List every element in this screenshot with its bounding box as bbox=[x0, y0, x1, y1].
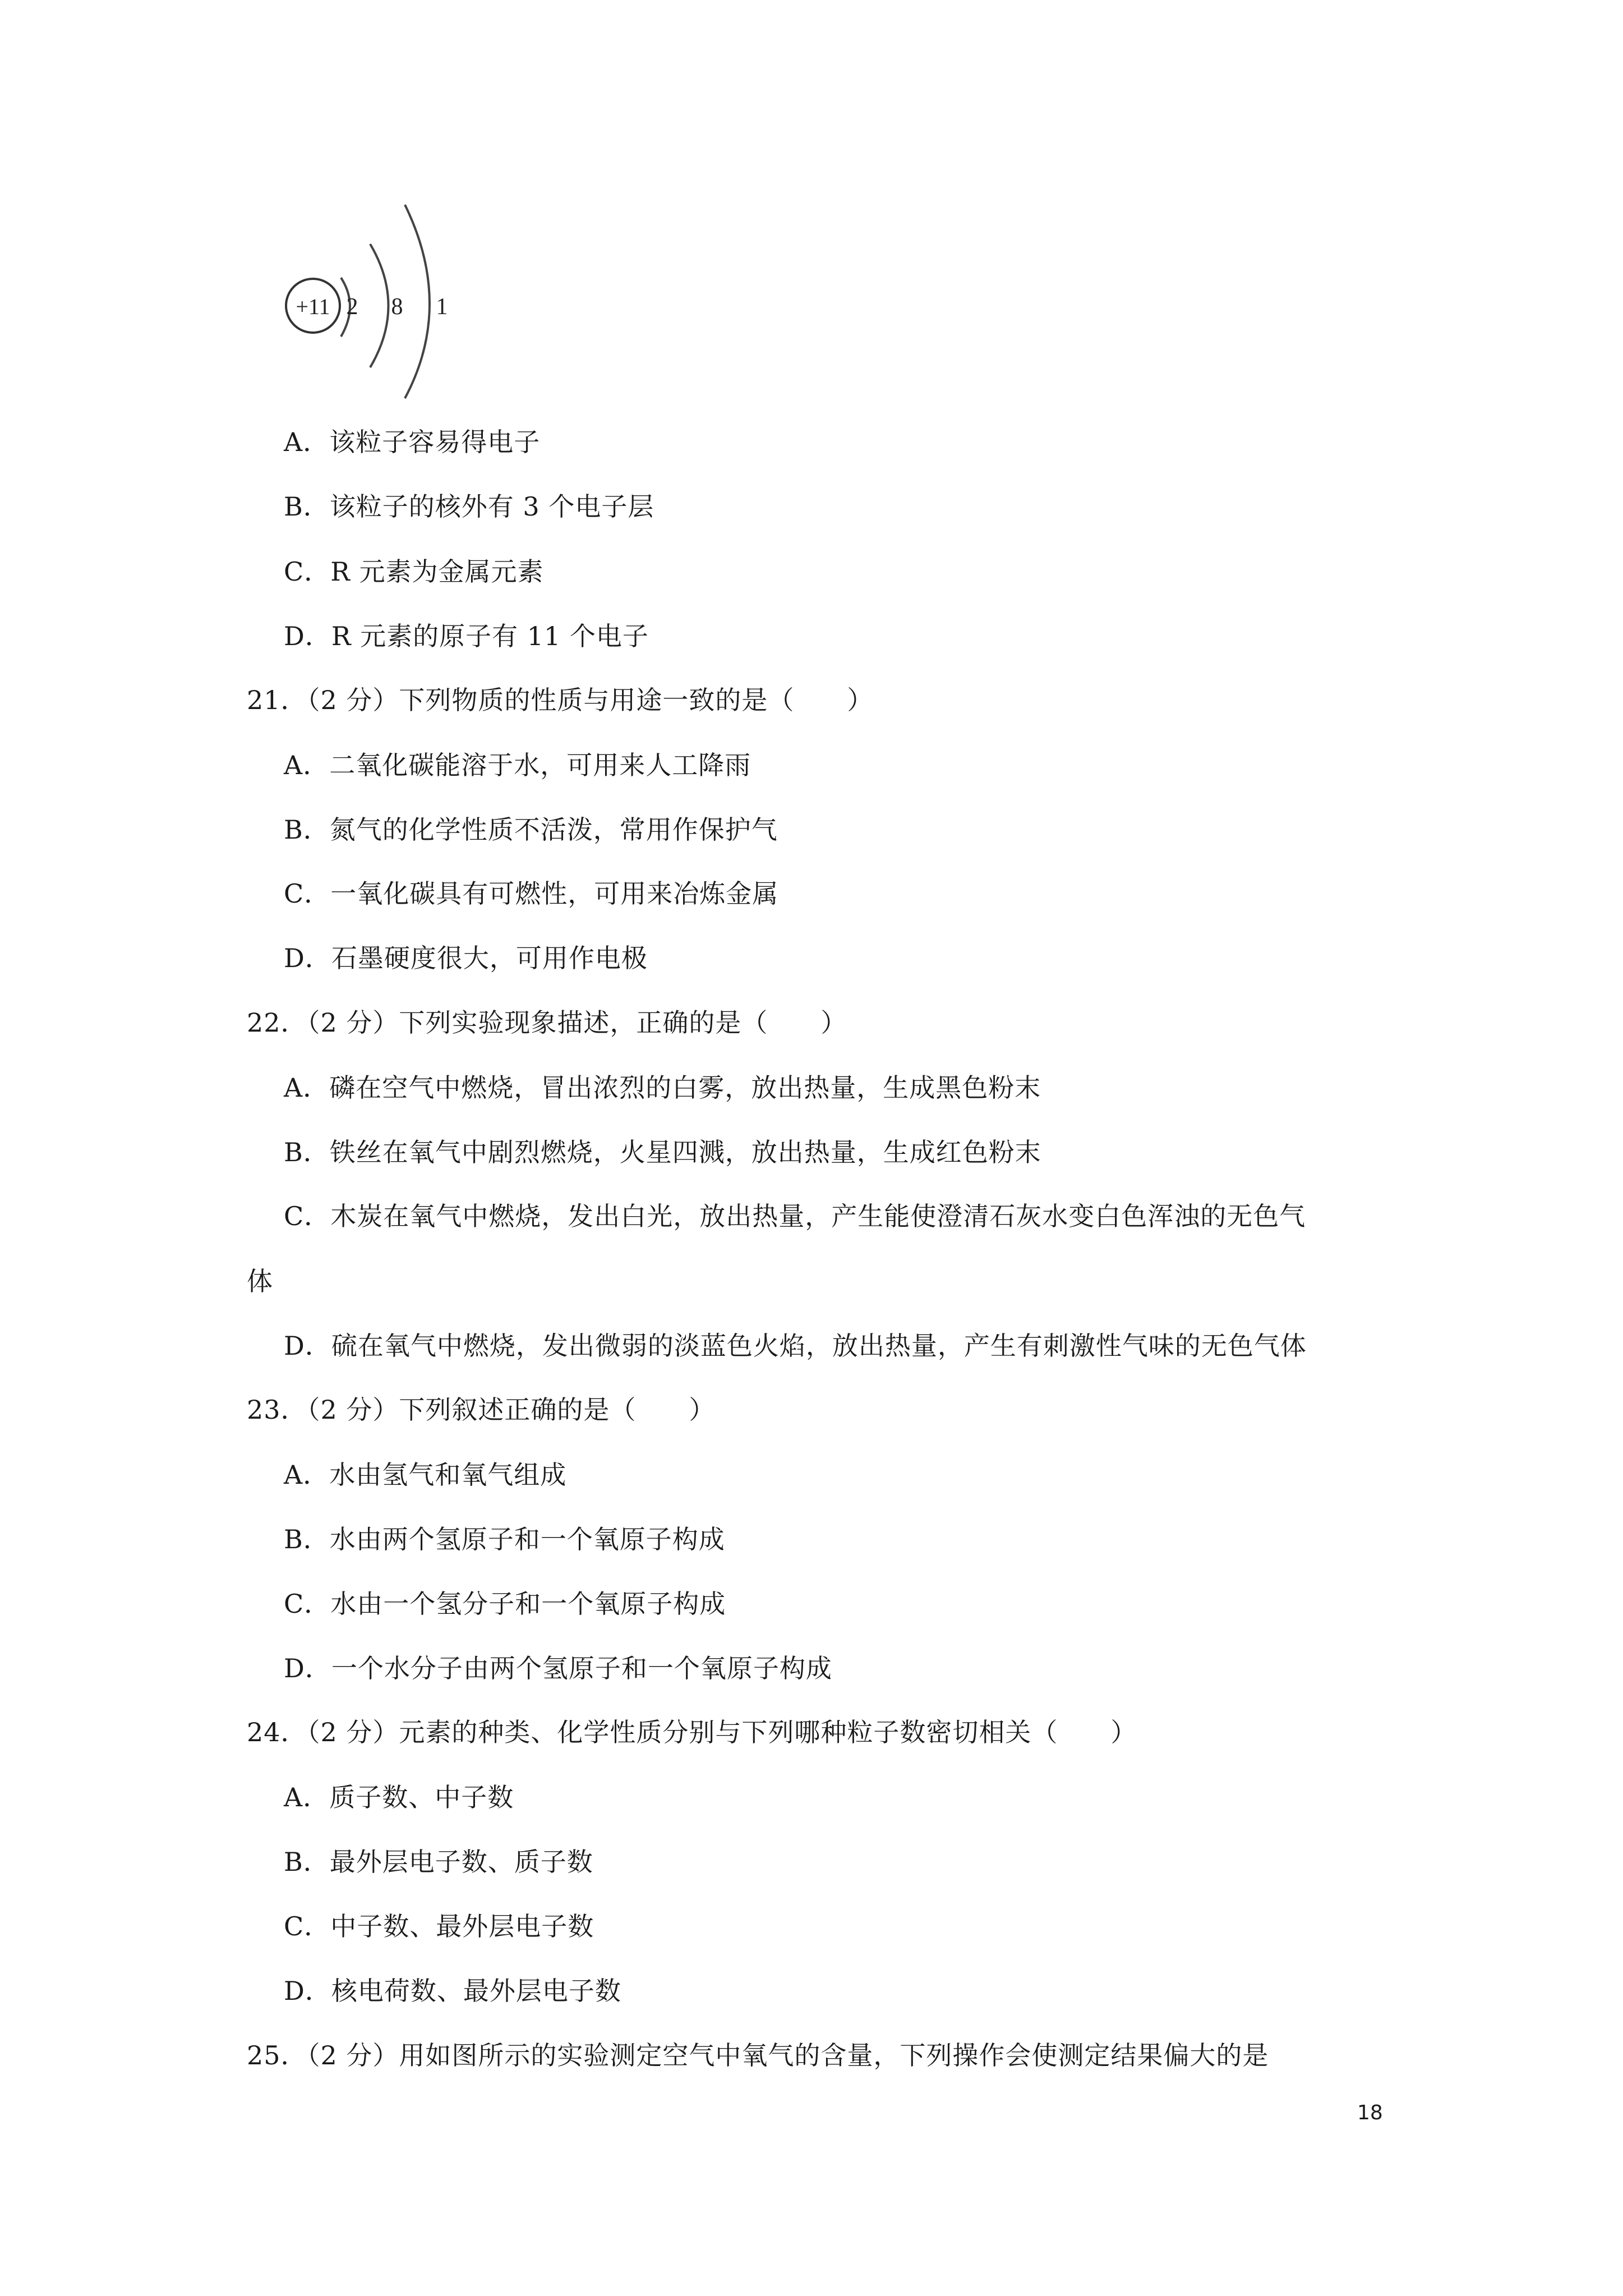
q20-option-a: A．该粒子容易得电子 bbox=[284, 427, 541, 457]
q21-option-b: B．氮气的化学性质不活泼，常用作保护气 bbox=[284, 815, 778, 845]
q23-option-d: D．一个水分子由两个氢原子和一个氧原子构成 bbox=[284, 1653, 832, 1683]
q20-option-d: D．R 元素的原子有 11 个电子 bbox=[284, 621, 649, 651]
q23-stem: 23．（2 分）下列叙述正确的是（ ） bbox=[247, 1395, 716, 1425]
shell-electron-count-3: 1 bbox=[436, 294, 448, 320]
q21-stem: 21．（2 分）下列物质的性质与用途一致的是（ ） bbox=[247, 685, 874, 715]
q22-option-c: C．木炭在氧气中燃烧，发出白光，放出热量，产生能使澄清石灰水变白色浑浊的无色气 bbox=[284, 1201, 1306, 1231]
nucleus-label: +11 bbox=[296, 294, 330, 319]
q22-option-b: B．铁丝在氧气中剧烈燃烧，火星四溅，放出热量，生成红色粉末 bbox=[284, 1137, 1041, 1167]
q23-option-a: A．水由氢气和氧气组成 bbox=[284, 1460, 567, 1490]
q21-option-d: D．石墨硬度很大，可用作电极 bbox=[284, 943, 648, 973]
q22-stem: 22．（2 分）下列实验现象描述，正确的是（ ） bbox=[247, 1007, 847, 1038]
q22-option-c-continued: 体 bbox=[247, 1266, 273, 1296]
q20-option-c: C．R 元素为金属元素 bbox=[284, 556, 544, 587]
q24-option-b: B．最外层电子数、质子数 bbox=[284, 1847, 593, 1877]
q21-option-c: C．一氧化碳具有可燃性，可用来冶炼金属 bbox=[284, 878, 779, 909]
shell-electron-count-2: 8 bbox=[391, 294, 403, 320]
q23-option-c: C．水由一个氢分子和一个氧原子构成 bbox=[284, 1589, 726, 1619]
q24-option-d: D．核电荷数、最外层电子数 bbox=[284, 1976, 621, 2006]
q23-option-b: B．水由两个氢原子和一个氧原子构成 bbox=[284, 1524, 725, 1554]
q22-option-d: D．硫在氧气中燃烧，发出微弱的淡蓝色火焰，放出热量，产生有刺激性气味的无色气体 bbox=[284, 1331, 1307, 1361]
q22-option-a: A．磷在空气中燃烧，冒出浓烈的白雾，放出热量，生成黑色粉末 bbox=[284, 1073, 1041, 1103]
q24-stem: 24．（2 分）元素的种类、化学性质分别与下列哪种粒子数密切相关（ ） bbox=[247, 1717, 1137, 1747]
q24-option-c: C．中子数、最外层电子数 bbox=[284, 1911, 594, 1941]
q21-option-a: A．二氧化碳能溶于水，可用来人工降雨 bbox=[284, 750, 751, 780]
page-number: 18 bbox=[1357, 2101, 1383, 2124]
shell-arc-2 bbox=[370, 244, 389, 367]
q24-option-a: A．质子数、中子数 bbox=[284, 1782, 514, 1812]
shell-arc-3 bbox=[405, 205, 430, 398]
q20-option-b: B．该粒子的核外有 3 个电子层 bbox=[284, 491, 654, 522]
q25-stem: 25．（2 分）用如图所示的实验测定空气中氧气的含量，下列操作会使测定结果偏大的是 bbox=[247, 2040, 1269, 2070]
atomic-structure-diagram bbox=[275, 196, 465, 412]
shell-electron-count-1: 2 bbox=[346, 294, 358, 320]
